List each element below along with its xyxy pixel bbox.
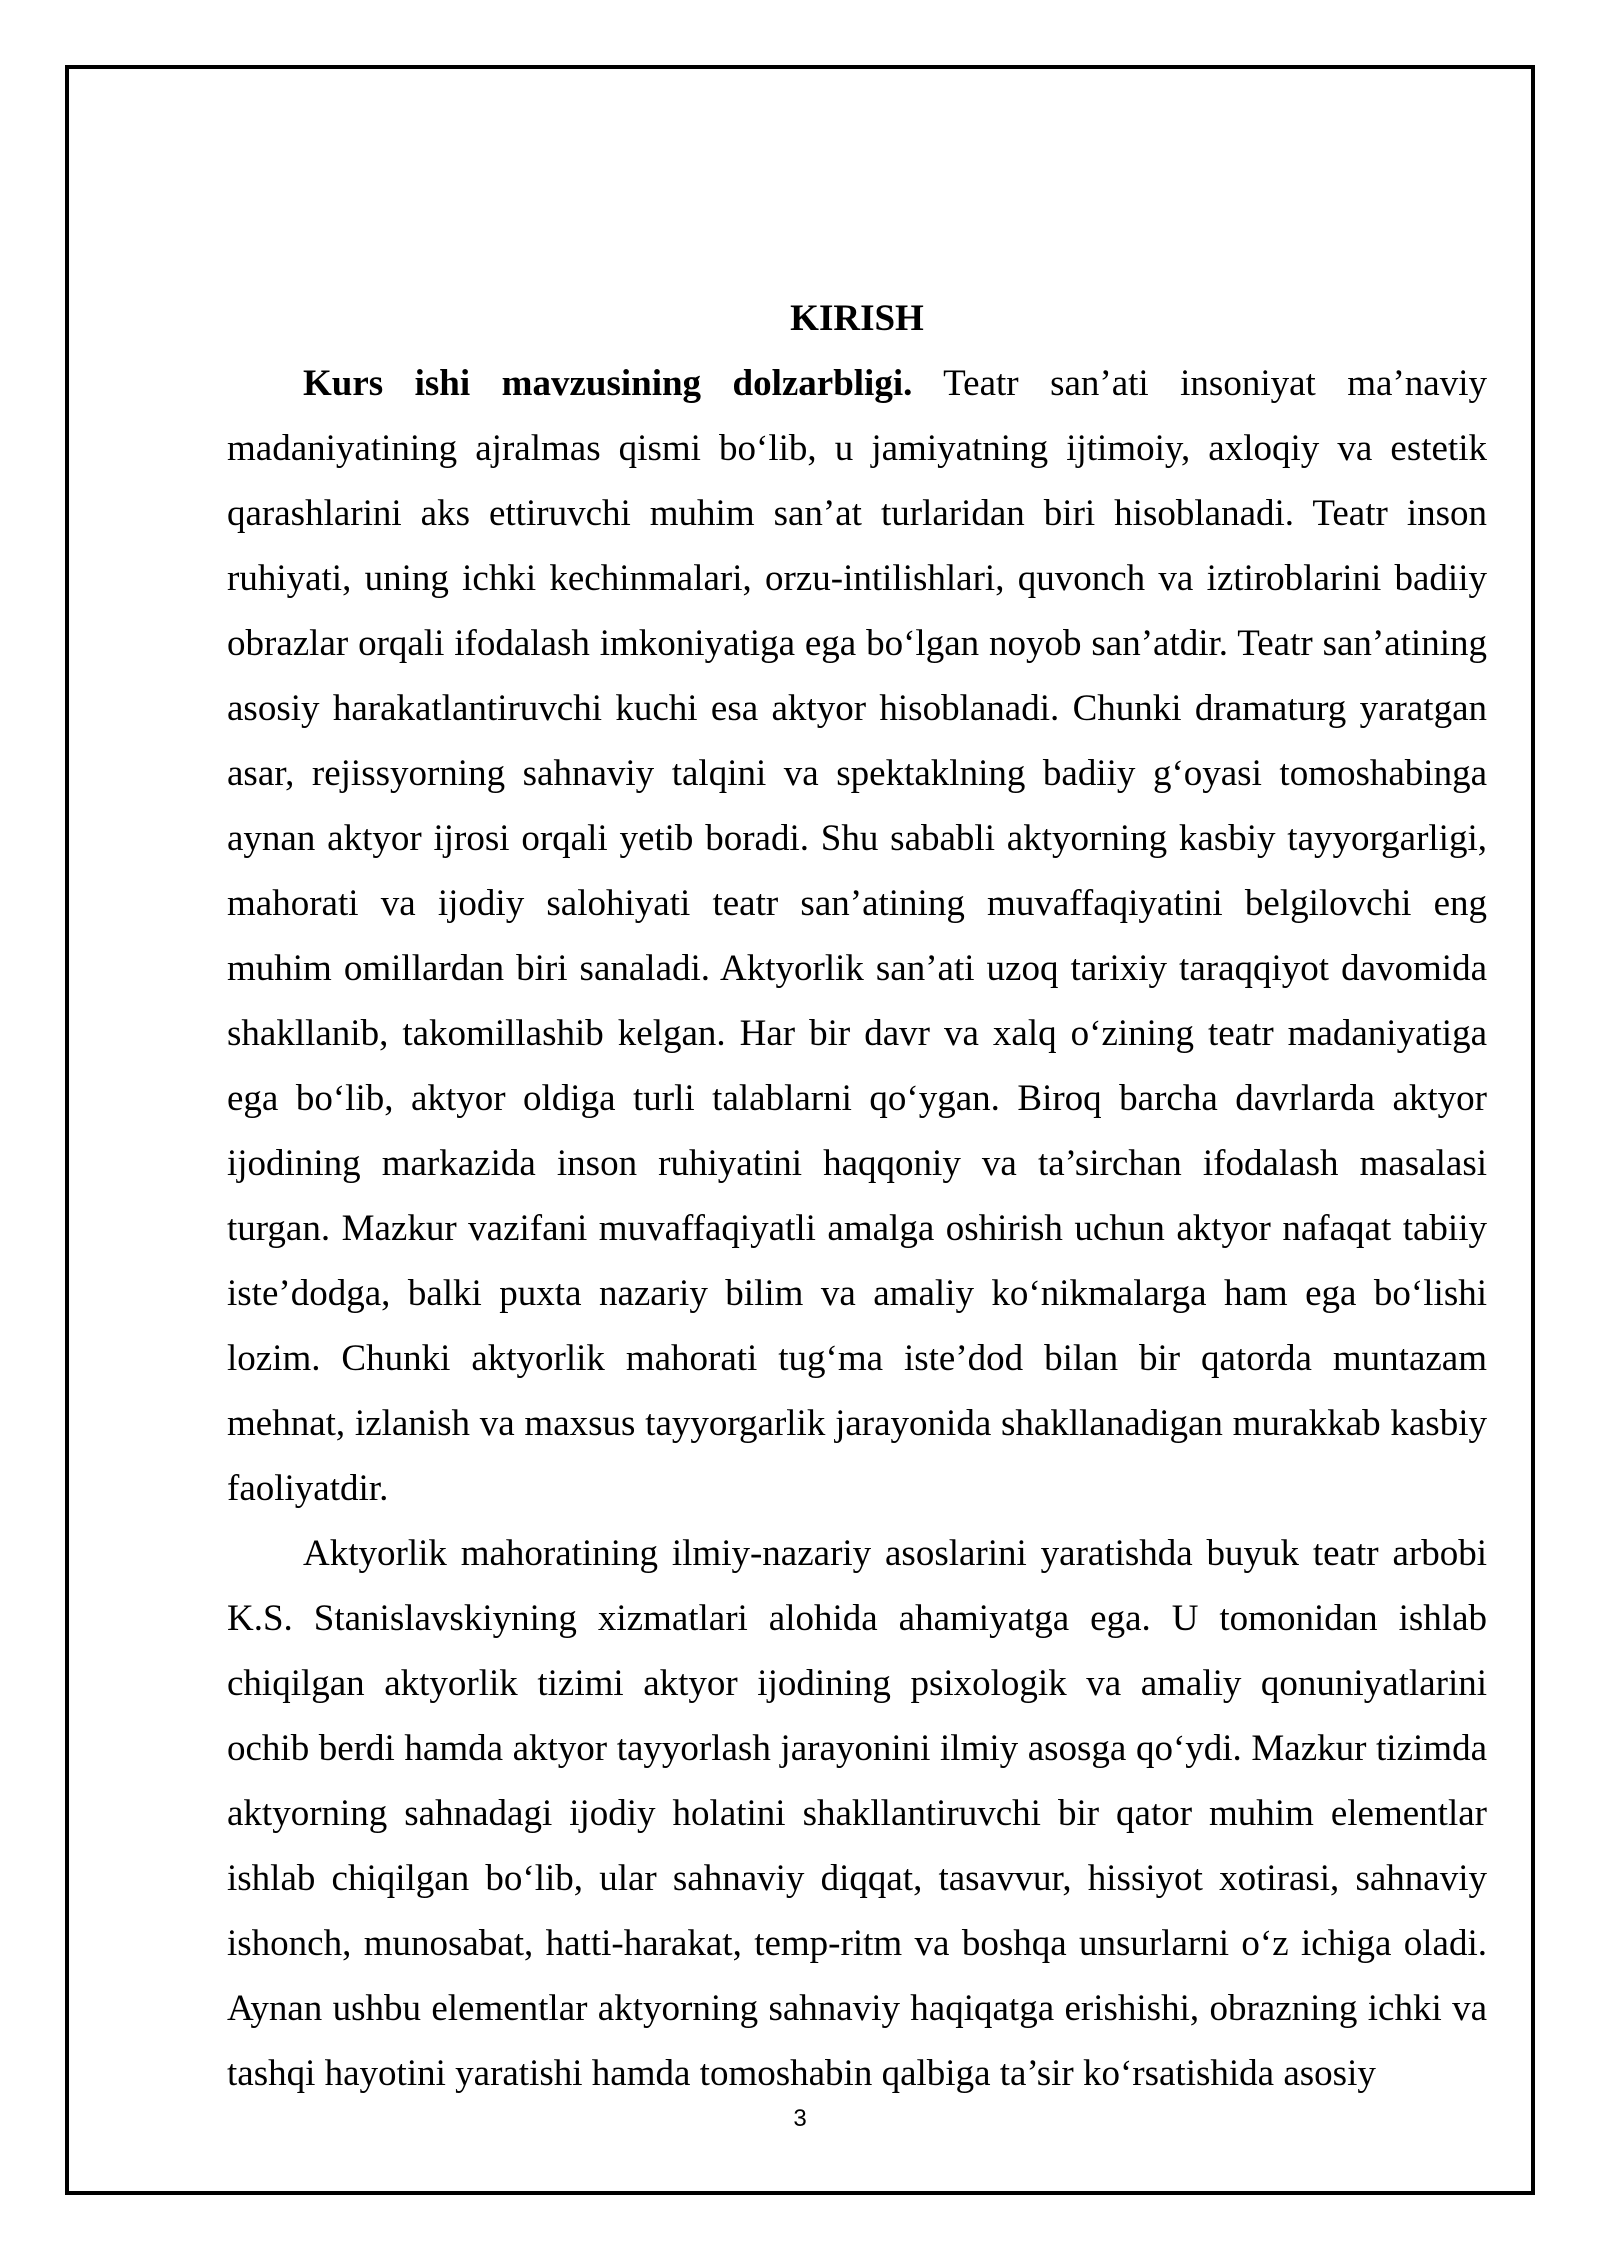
paragraph-relevance — [227, 351, 1487, 1521]
paragraph-stanislavsky: Aktyorlik mahoratining ilmiy-nazariy asoslarini yaratishda buyuk teatr arbobi K.S. Stanislavskiyning xizmatlari alohida ahamiyatga ega. U tomonidan ishlab chiqilgan aktyorlik tizimi aktyor ijodining psixologik va amaliy qonuniyatlarini ochib berdi hamda aktyor tayyorlash jarayonini ilmiy asosga qo‘ydi. Mazkur tizimda aktyorning sahnadagi ijodiy holatini shakllantiruvchi bir qator muhim elementlar ishlab chiqilgan bo‘lib, ular sahnaviy diqqat, tasavvur, hissiyot xotirasi, sahnaviy ishonch, munosabat, hatti-harakat, temp-ritm va boshqa unsurlarni o‘z ichiga oladi. Aynan ushbu elementlar aktyorning sahnaviy haqiqatga erishishi, obrazning ichki va tashqi hayotini yaratishi hamda tomoshabin qalbiga ta’sir ko‘rsatishida asosiy — [227, 1533, 1487, 2094]
paragraph-lead: Kurs ishi mavzusining dolzarbligi. — [303, 363, 913, 404]
document-body — [227, 286, 1487, 2106]
section-heading: KIRISH — [790, 298, 924, 339]
paragraph-text: Teatr san’ati insoniyat ma’naviy madaniyatining ajralmas qismi bo‘lib, u jamiyatning ijtimoiy, axloqiy va estetik qarashlarini aks ettiruvchi muhim san’at turlaridan biri hisoblanadi. Teatr inson ruhiyati, uning ichki kechinmalari, orzu-intilishlari, quvonch va iztiroblarini badiiy obrazlar orqali ifodalash imkoniyatiga ega bo‘lgan noyob san’atdir. Teatr san’atining asosiy harakatlantiruvchi kuchi esa aktyor hisoblanadi. Chunki dramaturg yaratgan asar, rejissyorning sahnaviy talqini va spektaklning badiiy g‘oyasi tomoshabinga aynan aktyor ijrosi orqali yetib boradi. Shu sababli aktyorning kasbiy tayyorgarligi, mahorati va ijodiy salohiyati teatr san’atining muvaffaqiyatini belgilovchi eng muhim omillardan biri sanaladi. Aktyorlik san’ati uzoq tarixiy taraqqiyot davomida shakllanib, takomillashib kelgan. Har bir davr va xalq o‘zining teatr madaniyatiga ega bo‘lib, aktyor oldiga turli talablarni qo‘ygan. Biroq barcha davrlarda aktyor ijodining markazida inson ruhiyatini haqqoniy va ta’sirchan ifodalash masalasi turgan. Mazkur vazifani muvaffaqiyatli amalga oshirish uchun aktyor nafaqat tabiiy iste’dodga, balki puxta nazariy bilim va amaliy ko‘nikmalarga ham ega bo‘lishi lozim. Chunki aktyorlik mahorati tug‘ma iste’dod bilan bir qatorda muntazam mehnat, izlanish va maxsus tayyorgarlik jarayonida shakllanadigan murakkab kasbiy faoliyatdir. — [227, 363, 1487, 1509]
page-number: 3 — [793, 2105, 807, 2132]
